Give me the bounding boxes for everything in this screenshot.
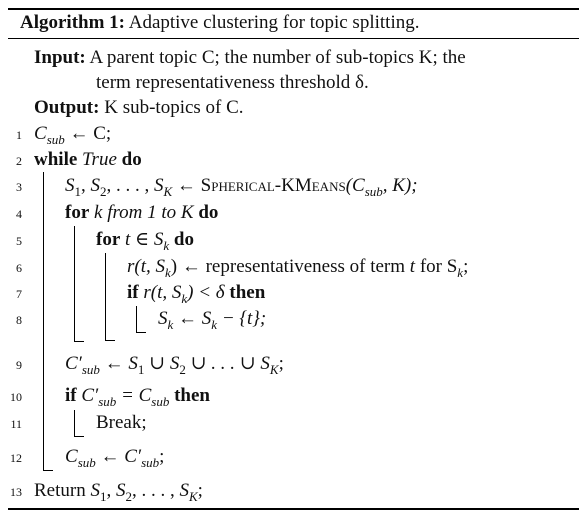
line-number-9: 9 [16,358,22,372]
sub-2: 2 [100,183,107,199]
var-s: S [179,480,189,501]
algo-line-12 [65,445,164,475]
then-keyword: then [229,282,266,303]
assign-text: ← S [99,353,138,374]
sub-k: K [269,361,279,377]
output-text: K sub-topics of C. [104,97,244,118]
semicolon: ; [463,256,469,277]
var-s: S [65,175,75,196]
r-expr: r(t, S [143,282,182,303]
semicolon: ; [159,446,165,467]
subscript-sub: sub [151,393,170,409]
output-label: Output: [34,97,100,118]
line-number-3: 3 [16,180,22,194]
line-number-10: 10 [10,390,22,404]
algo-line-9 [65,352,284,382]
union-rest: ∪ . . . ∪ S [185,353,270,374]
if-keyword: if [65,385,77,406]
var-s: S [85,480,100,501]
algo-line-5 [96,228,194,258]
if-keyword: if [127,282,139,303]
algo-line-10 [65,384,210,414]
ellipsis: , . . . , [106,175,154,196]
compare-text: ) < δ [187,282,225,303]
subscript-sub: sub [141,454,160,470]
sub-1: 1 [74,183,81,199]
sub-k: k [181,290,188,306]
algorithm-caption: Adaptive clustering for topic splitting. [128,12,420,33]
set-minus: − {t}; [217,308,267,329]
comma: , [106,480,116,501]
subscript-sub: sub [98,393,117,409]
subscript-sub: sub [81,361,100,377]
line-number-1: 1 [16,128,22,142]
line-number-4: 4 [16,207,22,221]
algo-line-4 [65,201,218,225]
line-number-13: 13 [10,485,22,499]
loop-range: from 1 to K [107,202,194,223]
while-block-end [43,470,53,471]
algorithm-title [20,12,419,34]
return-keyword: Return [34,480,86,501]
var-c: C [65,446,78,467]
var-s: S [154,175,164,196]
line-number-11: 11 [10,417,22,431]
for-keyword: for [96,229,121,250]
then-keyword: then [174,385,210,406]
function-name: Spherical-KMeans [200,175,346,196]
if-break-block-end [74,436,84,437]
line-number-12: 12 [10,451,22,465]
assign-text: ← C′ [95,446,142,467]
for-t-block-bar [105,253,106,341]
do-keyword: do [198,202,219,223]
algorithm-label: Algorithm 1: [20,12,126,33]
while-block-bar [43,172,44,471]
if-block-end [136,332,146,333]
input-text-2: term representativeness threshold δ. [96,72,369,93]
algo-line-13 [34,479,203,509]
r-expr: r(t, S [127,256,165,277]
if-break-block-bar [74,410,75,437]
do-keyword: do [121,149,142,170]
line-number-7: 7 [16,287,22,301]
top-rule [8,8,579,10]
break-statement: Break; [96,412,147,433]
input-text-1: A parent topic C; the number of sub-topics K; the [89,47,466,68]
sub-1: 1 [137,361,145,377]
if-block-bar [136,306,137,333]
input-label: Input: [34,47,86,68]
line-number-6: 6 [16,261,22,275]
var-s: S [115,480,126,501]
algo-line-2 [34,148,142,172]
sub-k: k [163,237,170,253]
algo-line-11 [96,411,147,435]
while-keyword: while [34,149,78,170]
input-line-2 [96,71,369,95]
args-post: , K); [382,175,418,196]
sub-2: 2 [125,488,132,504]
semicolon: ; [197,480,203,501]
var-c-prime: C′ [65,353,82,374]
sub-k: k [165,264,171,280]
line-number-5: 5 [16,234,22,248]
var-s: S [90,175,100,196]
bottom-rule [8,508,579,510]
assign-text: ) ← representativeness of term [170,256,410,277]
for-keyword: for [65,202,90,223]
subscript-sub: sub [77,454,96,470]
sub-k: k [211,316,218,332]
sub-k: K [163,183,173,199]
args-sub: sub [364,183,383,199]
arrow: ← [172,175,201,196]
union: ∪ S [144,353,180,374]
for-t-block-end [105,340,115,341]
equals-text: = C [116,385,152,406]
args-pre: (C [345,175,365,196]
semicolon: ; [278,353,284,374]
var-s: S [158,308,168,329]
algo-line-3 [65,174,418,204]
subscript-sub: sub [46,131,65,147]
sub-k: k [167,316,174,332]
var-c: C [34,123,47,144]
var-t: t [409,256,416,277]
line-number-8: 8 [16,313,22,327]
output-line [34,96,244,120]
sub-1: 1 [99,488,107,504]
for-k-block-bar [74,226,75,342]
sub-2: 2 [179,361,186,377]
loop-expr: t ∈ S [125,229,164,250]
line-number-2: 2 [16,154,22,168]
assign-text: ← S [173,308,212,329]
ellipsis: , . . . , [131,480,180,501]
sub-k: k [457,264,464,280]
title-rule [8,38,579,39]
assign-rest: ← C; [64,123,112,144]
comma: , [81,175,91,196]
do-keyword: do [173,229,194,250]
input-line-1 [34,46,466,70]
for-text: for S [415,256,458,277]
var-c-prime: C′ [81,385,99,406]
for-k-block-end [74,341,84,342]
while-condition: True [82,149,117,170]
loop-var: k [94,202,103,223]
algo-line-8 [158,307,266,337]
sub-k: K [188,488,198,504]
